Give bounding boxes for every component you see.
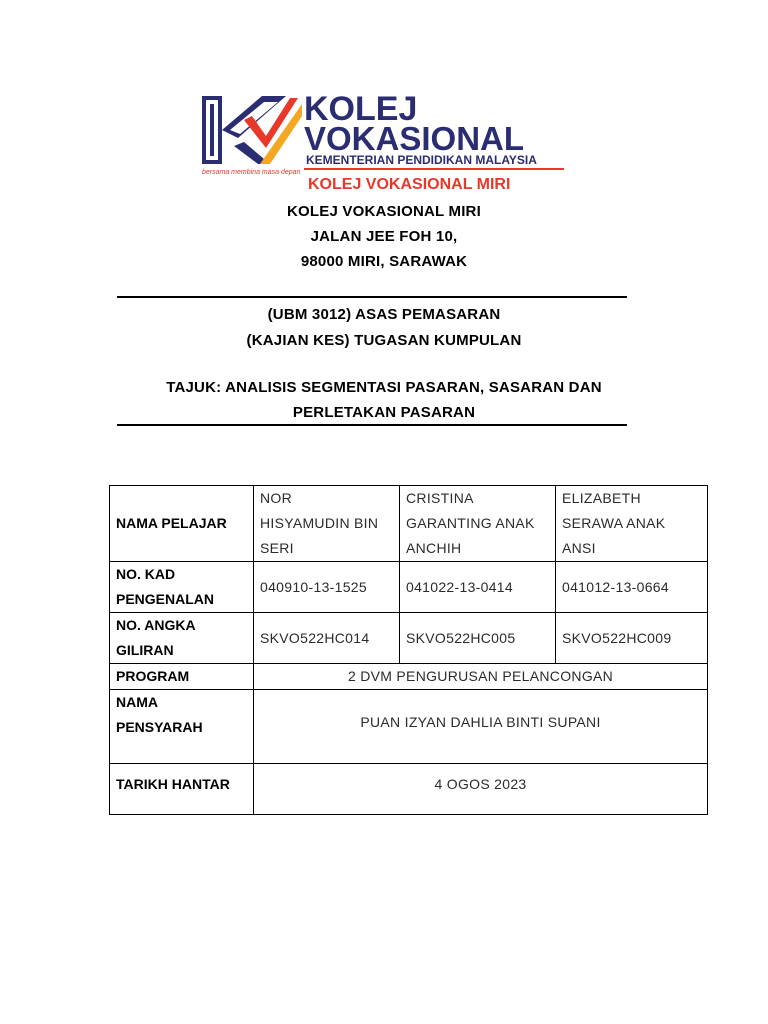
- logo-college: KOLEJ VOKASIONAL MIRI: [308, 176, 511, 193]
- lecturer-label-line-2: PENSYARAH: [116, 719, 203, 735]
- lecturer-value: PUAN IZYAN DAHLIA BINTI SUPANI: [254, 690, 708, 764]
- ic-label-line-2: PENGENALAN: [116, 591, 215, 607]
- course-title: (UBM 3012) ASAS PEMASARAN: [267, 306, 501, 323]
- assignment-type: (KAJIAN KES) TUGASAN KUMPULAN: [246, 332, 522, 349]
- ic-value: 040910-13-1525: [254, 562, 400, 613]
- student-1-line-2: HISYAMUDIN BIN: [260, 515, 379, 531]
- index-label-line-1: NO. ANGKA: [116, 617, 196, 633]
- divider-bottom: [117, 424, 627, 426]
- label-nama-pensyarah: [110, 690, 254, 764]
- topic-line-2: PERLETAKAN PASARAN: [292, 404, 476, 421]
- table-row-index: [110, 613, 708, 664]
- label-no-angka-giliran: [110, 613, 254, 664]
- program-value: 2 DVM PENGURUSAN PELANCONGAN: [254, 664, 708, 690]
- table-row-lecturer: [110, 690, 708, 764]
- logo-vokasional: VOKASIONAL: [304, 120, 525, 157]
- lecturer-label-line-1: NAMA: [116, 694, 158, 710]
- divider-top: [117, 296, 627, 298]
- kv-emblem-icon: [202, 96, 302, 164]
- label-tarikh-hantar: TARIKH HANTAR: [110, 764, 254, 815]
- label-nama-pelajar: NAMA PELAJAR: [110, 486, 254, 562]
- ic-value: 041022-13-0414: [400, 562, 556, 613]
- student-cell: [556, 486, 708, 562]
- index-value: SKVO522HC005: [400, 613, 556, 664]
- date-value: 4 OGOS 2023: [254, 764, 708, 815]
- address-line-2: JALAN JEE FOH 10,: [310, 228, 458, 245]
- kolej-vokasional-logo: [200, 86, 568, 194]
- topic-line-1: TAJUK: ANALISIS SEGMENTASI PASARAN, SASARAN DAN: [166, 379, 602, 396]
- address-line-1: KOLEJ VOKASIONAL MIRI: [287, 203, 481, 220]
- ic-value: 041012-13-0664: [556, 562, 708, 613]
- logo-tagline: bersama membina masa depan: [202, 169, 301, 176]
- student-cell: [400, 486, 556, 562]
- student-cell: [254, 486, 400, 562]
- student-2-line-2: GARANTING ANAK: [406, 515, 535, 531]
- student-3-line-2: SERAWA ANAK: [562, 515, 666, 531]
- student-1-line-3: SERI: [260, 540, 294, 556]
- table-row-program: [110, 664, 708, 690]
- logo-ministry: KEMENTERIAN PENDIDIKAN MALAYSIA: [306, 153, 537, 167]
- student-info-table: [109, 485, 708, 815]
- student-3-line-1: ELIZABETH: [562, 490, 641, 506]
- table-row-date: [110, 764, 708, 815]
- student-2-line-3: ANCHIH: [406, 540, 462, 556]
- label-program: PROGRAM: [110, 664, 254, 690]
- table-row-ic: [110, 562, 708, 613]
- table-row-students: [110, 486, 708, 562]
- index-label-line-2: GILIRAN: [116, 642, 174, 658]
- student-2-line-1: CRISTINA: [406, 490, 474, 506]
- student-3-line-3: ANSI: [562, 540, 596, 556]
- address-line-3: 98000 MIRI, SARAWAK: [300, 253, 468, 270]
- logo-kolej: KOLEJ: [304, 90, 418, 128]
- index-value: SKVO522HC014: [254, 613, 400, 664]
- index-value: SKVO522HC009: [556, 613, 708, 664]
- label-no-kad-pengenalan: [110, 562, 254, 613]
- student-1-line-1: NOR: [260, 490, 293, 506]
- ic-label-line-1: NO. KAD: [116, 566, 176, 582]
